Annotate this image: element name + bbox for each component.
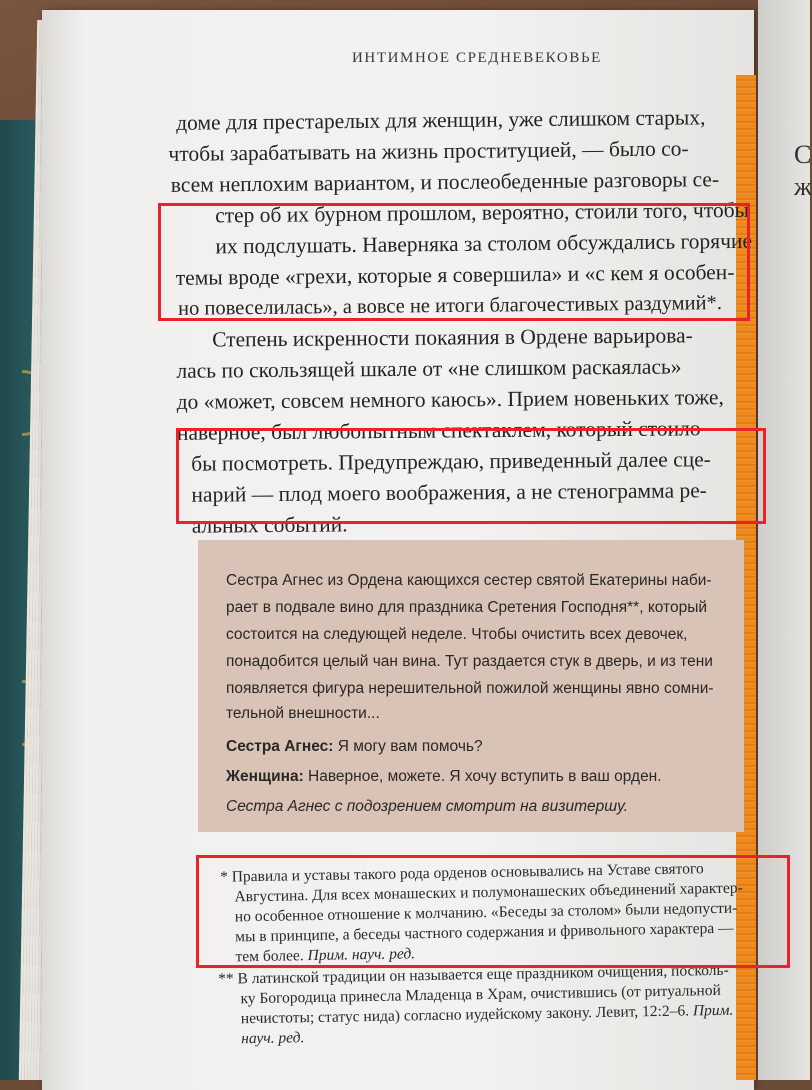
speaker-name: Сестра Агнес: xyxy=(226,738,334,755)
speaker-name: Женщина: xyxy=(226,768,304,785)
text-line: лась по скользящей шкале от «не слишком раскаялась» xyxy=(176,354,682,383)
footnote-attribution: Прим. науч. ред. xyxy=(307,945,416,965)
stage-direction: Сестра Агнес с подозрением смотрит на визитершу. xyxy=(226,798,629,815)
dialogue-text: Наверное, можете. Я хочу вступить в ваш орден. xyxy=(303,768,662,785)
text-line: наверное, был любопытным спектаклем, который стоило xyxy=(176,416,701,445)
callout-line: понадобится целый чан вина. Тут раздается стук в дверь, и из тени xyxy=(226,653,713,670)
text-line: их подслушать. Наверняка за столом обсуждались горячие xyxy=(215,228,753,259)
text-line: бы посмотреть. Предупреждаю, приведенный далее сце- xyxy=(191,447,712,476)
footnote-line: Августина. Для всех монашеских и полумонашеских объединений характер- xyxy=(234,879,743,906)
scenario-callout-box xyxy=(198,540,744,832)
red-highlight-box xyxy=(158,203,753,321)
callout-line: тельной внешности... xyxy=(226,705,380,722)
footnote-line: ** В латинской традиции он называется еще праздником очищения, посколь- xyxy=(218,961,729,988)
text-line: но повеселилась», а вовсе не итоги благочестивых раздумий*. xyxy=(177,292,723,320)
callout-line: рает в подвале вино для праздника Сретения Господня**, который xyxy=(226,599,708,616)
next-page-glyph: ж xyxy=(794,172,812,201)
callout-line: Сестра Агнес из Ордена кающихся сестер святой Екатерины наби- xyxy=(226,572,712,589)
text-line: стер об их бурном прошлом, вероятно, стоили того, чтобы xyxy=(215,197,750,228)
text-line: Степень искренности покаяния в Ордене варьирова- xyxy=(212,323,693,352)
footnote-2 xyxy=(200,960,781,1050)
text-line: чтобы зарабатывать на жизнь проституцией, — было со- xyxy=(168,136,689,166)
dialogue-line xyxy=(226,738,483,756)
dialogue-line xyxy=(226,768,662,786)
footnote-attribution: науч. ред. xyxy=(241,1029,305,1048)
text-line: доме для престарелых для женщин, уже слишком старых, xyxy=(176,105,706,135)
text-line: альных событий. xyxy=(191,512,348,538)
callout-line: состоится на следующей неделе. Чтобы очистить всех девочек, xyxy=(226,626,688,643)
text-line: всем неплохим вариантом, и послеобеденные разговоры се- xyxy=(170,167,720,197)
footnote-attribution: Прим. xyxy=(692,1001,734,1020)
footnote-line: * Правила и уставы такого рода орденов основывались на Уставе святого xyxy=(220,860,704,886)
next-page-glyph: С xyxy=(794,140,812,169)
footnote-line: но особенное отношение к молчанию. «Беседы за столом» были недопусти- xyxy=(234,899,738,926)
running-head: ИНТИМНОЕ СРЕДНЕВЕКОВЬЕ xyxy=(352,50,602,66)
footnote-text: тем более. xyxy=(235,947,308,966)
text-line: темы вроде «грехи, которые я совершила» и «с кем я особен- xyxy=(175,259,735,290)
footnote-line: мы в принципе, а беседы частного содержания и фривольного характера — xyxy=(235,919,734,946)
footnote-line: ку Богородица принесла Младенца в Храм, очистившись (от ритуальной xyxy=(240,981,721,1008)
text-line: нарий — плод моего воображения, а не стенограмма ре- xyxy=(191,478,708,507)
red-highlight-box xyxy=(196,855,790,968)
red-highlight-box xyxy=(176,428,766,524)
callout-line: появляется фигура нерешительной пожилой женщины явно сомни- xyxy=(226,680,714,697)
text-line: до «может, совсем немного каюсь». Прием новеньких тоже, xyxy=(176,385,724,414)
dialogue-text: Я могу вам помочь? xyxy=(333,738,483,755)
footnote-text: нечистоты; статус нида) согласно иудейскому закону. Левит, 12:2–6. xyxy=(240,1002,694,1028)
